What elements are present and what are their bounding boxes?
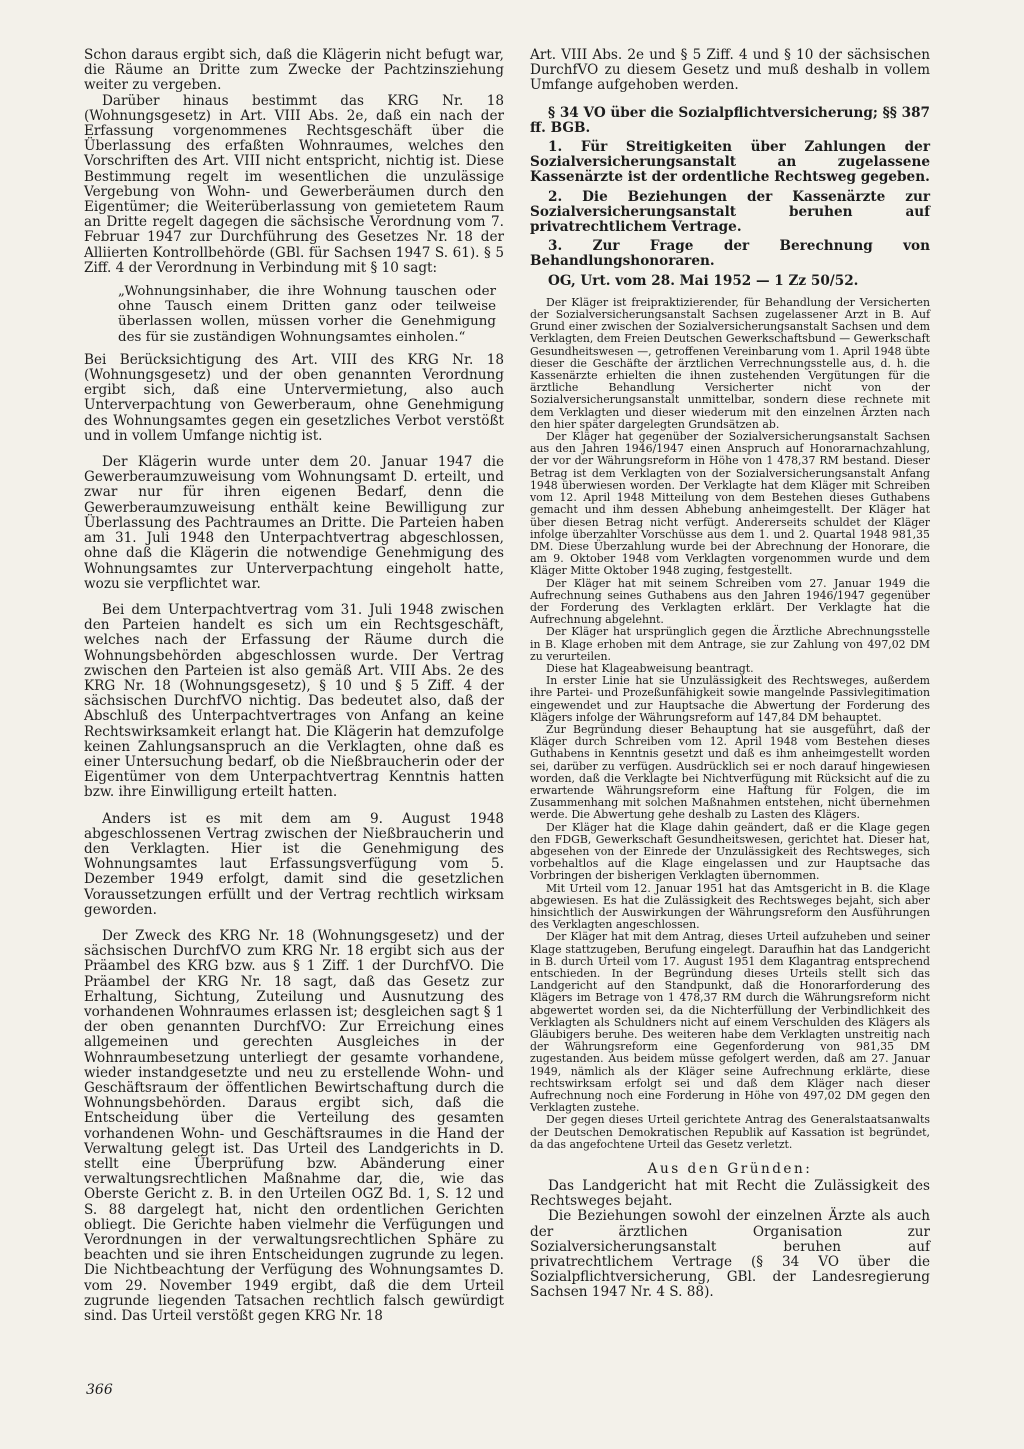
left-paragraph-6: Anders ist es mit dem am 9. August 1948 abgeschlossenen Vertrag zwischen der Nießbraucherin und den Verklagten. Hier ist die Genehmigung des Wohnungsamtes laut Erfassungsverfügung vom 5. Dezember 1949 erfolgt, damit sind die gesetzlichen Voraussetzungen erfüllt und der Vertrag rechtlich wirksam geworden. (84, 810, 504, 918)
left-paragraph-4: Der Klägerin wurde unter dem 20. Januar 1947 die Gewerberaumzuweisung vom Wohnungsamt D. erteilt, und zwar nur für ihren eigenen Bedarf, denn die Gewerberaumzuweisung enthält keine Bewilligung zur Überlassung des Pachtraumes an Dritte. Die Parteien haben am 31. Juli 1948 den Unterpachtvertrag abgeschlossen, ohne daß die Klägerin die notwendige Genehmigung des Wohnungsamtes zur Unterverpachtung eingeholt hatte, wozu sie verpflichtet war. (84, 454, 504, 592)
facts-paragraph-6: In erster Linie hat sie Unzulässigkeit des Rechtsweges, außerdem ihre Partei- und Prozeßunfähigkeit sowie mangelnde Passivlegitimation eingewendet und zur Hauptsache die Abwertung der Forderung des Klägers infolge der Währungsreform auf 147,84 DM behauptet. (530, 674, 930, 724)
facts-paragraph-7: Zur Begründung dieser Behauptung hat sie ausgeführt, daß der Kläger durch Schreiben vom 12. April 1948 vom Bestehen dieses Guthabens in Kenntnis gesetzt und daß es ihm anheimgestellt worden sei, darüber zu verfügen. Ausdrücklich sei er noch darauf hingewiesen worden, daß die Verklagte bei Nichtverfügung mit Rücksicht auf die zu erwartende Währungsreform eine Haftung für Folgen, die im Zusammenhang mit solchen Maßnahmen entstehen, nicht übernehmen werde. Die Abwertung gehe deshalb zu Lasten des Klägers. (530, 722, 930, 822)
headnote-point-3: 3. Zur Frage der Berechnung von Behandlungshonoraren. (530, 238, 930, 270)
headnote-statute: § 34 VO über die Sozialpflichtversicherung; §§ 387 ff. BGB. (530, 104, 930, 136)
page-number: 366 (86, 1382, 113, 1398)
case-headnote (530, 106, 930, 289)
case-facts (530, 297, 930, 1151)
facts-paragraph-2: Der Kläger hat gegenüber der Sozialversicherungsanstalt Sachsen aus den Jahren 1946/1947 einen Anspruch auf Honorarnachzahlung, der vor der Währungsreform in Höhe von 1 478,37 RM bestand. Dieser Betrag ist dem Verklagten von der Sozialversicherungsanstalt Anfang 1948 überwiesen worden. Der Verklagte hat dem Kläger mit Schreiben vom 12. April 1948 Mitteilung von dem Bestehen dieses Guthabens gemacht und ihm dessen Abhebung anheimgestellt. Der Kläger hat über diesen Betrag nicht verfügt. Andererseits schuldet der Kläger infolge überzahlter Vorschüsse aus dem 1. und 2. Quartal 1948 981,35 DM. Diese Überzahlung wurde bei der Abrechnung der Honorare, die am 9. Oktober 1948 vom Verklagten vorgenommen wurde und dem Kläger Mitte Oktober 1948 zuging, festgestellt. (530, 430, 930, 578)
reasons-paragraph-2: Die Beziehungen sowohl der einzelnen Ärzte als auch der ärztlichen Organisation zur Sozialversicherungsanstalt beruhen auf privatrechtlichem Vertrage (§ 34 VO über die Sozialpflichtversicherung, GBl. der Landesregierung Sachsen 1947 Nr. 4 S. 88). (530, 1208, 930, 1301)
left-paragraph-7: Der Zweck des KRG Nr. 18 (Wohnungsgesetz) und der sächsischen DurchfVO zum KRG Nr. 18 ergibt sich aus der Präambel des KRG bzw. aus § 1 Ziff. 1 der DurchfVO. Die Präambel der KRG Nr. 18 sagt, daß das Gesetz zur Erhaltung, Sichtung, Zuteilung und Ausnutzung des vorhandenen Wohnraumes erlassen ist; desgleichen sagt § 1 der oben genannten DurchfVO: Zur Erreichung eines allgemeinen und gerechten Ausgleiches in der Wohnraumbesetzung unterliegt der gesamte vorhandene, wieder instandgesetzte und neu zu erstellende Wohn- und Geschäftsraum der öffentlichen Bewirtschaftung durch die Wohnungsbehörden. Daraus ergibt sich, daß die Entscheidung über die Verteilung des gesamten vorhandenen Wohn- und Geschäftsraumes in die Hand der Verwaltung gelegt ist. Das Urteil des Landgerichts in D. stellt eine Überprüfung bzw. Abänderung einer verwaltungsrechtlichen Maßnahme dar, die, wie das Oberste Gericht z. B. in den Urteilen OGZ Bd. 1, S. 12 und S. 88 dargelegt hat, nicht den ordentlichen Gerichten obliegt. Die Gerichte haben vielmehr die Verfügungen und Verordnungen in der verwaltungsrechtlichen Sphäre zu beachten und sie ihren Entscheidungen zugrunde zu legen. Die Nichtbeachtung der Verfügung des Wohnungsamtes D. vom 29. November 1949 ergibt, daß die dem Urteil zugrunde liegenden Tatsachen rechtlich falsch gewürdigt sind. Das Urteil verstößt gegen KRG Nr. 18 (84, 927, 504, 1325)
facts-paragraph-9: Mit Urteil vom 12. Januar 1951 hat das Amtsgericht in B. die Klage abgewiesen. Es hat die Zulässigkeit des Rechtsweges bejaht, sich aber hinsichtlich der Auswirkungen der Währungsreform den Ausführungen des Verklagten angeschlossen. (530, 881, 930, 932)
headnote-point-1: 1. Für Streitigkeiten über Zahlungen der Sozialversicherungsanstalt an zugelassene Kassenärzte ist der ordentliche Rechtsweg gegeben. (530, 139, 930, 186)
headnote-citation: OG, Urt. vom 28. Mai 1952 — 1 Zz 50/52. (548, 272, 859, 289)
right-paragraph-1: Art. VIII Abs. 2e und § 5 Ziff. 4 und § 10 der sächsischen DurchfVO zu diesem Gesetz und muß deshalb in vollem Umfange aufgehoben werden. (530, 47, 930, 94)
facts-paragraph-8: Der Kläger hat die Klage dahin geändert, daß er die Klage gegen den FDGB, Gewerkschaft Gesundheitswesen, gerichtet hat. Dieser hat, abgesehen von der Einrede der Unzulässigkeit des Rechtsweges, sich vorbehaltlos auf die Klage eingelassen und zur Hauptsache das Vorbringen der bisherigen Verklagten übernommen. (530, 820, 930, 883)
left-paragraph-5: Bei dem Unterpachtvertrag vom 31. Juli 1948 zwischen den Parteien handelt es sich um ein Rechtsgeschäft, welches nach der Erfassung der Räume durch die Wohnungsbehörden abgeschlossen wurde. Der Vertrag zwischen den Parteien ist also gemäß Art. VIII Abs. 2e des KRG Nr. 18 (Wohnungsgesetz), § 10 und § 5 Ziff. 4 der sächsischen DurchfVO nichtig. Das bedeutet also, daß der Abschluß des Unterpachtvertrages von Anfang an keine Rechtswirksamkeit erlangt hat. Die Klägerin hat demzufolge keinen Zahlungsanspruch an die Verklagten, ohne daß es einer Untersuchung bedarf, ob die Nießbraucherin oder der Eigentümer von dem Unterpachtvertrag Kenntnis hatten bzw. ihre Einwilligung erteilt hatten. (84, 601, 504, 801)
headnote-point-2: 2. Die Beziehungen der Kassenärzte zur Sozialversicherungsanstalt beruhen auf privatrechtlichem Vertrage. (530, 188, 930, 236)
facts-paragraph-4: Der Kläger hat ursprünglich gegen die Ärztliche Abrechnungsstelle in B. Klage erhoben mit dem Antrage, sie zur Zahlung von 497,02 DM zu verurteilen. (530, 625, 930, 663)
facts-paragraph-10: Der Kläger hat mit dem Antrag, dieses Urteil aufzuheben und seiner Klage stattzugeben, Berufung eingelegt. Daraufhin hat das Landgericht in B. durch Urteil vom 17. August 1951 dem Klagantrag entsprechend entschieden. In der Begründung dieses Urteils stellt sich das Landgericht auf den Standpunkt, daß die Honorarforderung des Klägers im Betrage von 1 478,37 RM durch die Währungsreform nicht abgewertet worden sei, da die Nichterfüllung der Verbindlichkeit des Verklagten als Schuldners nicht auf einem Verschulden des Klägers als Gläubigers beruhe. Des weiteren habe dem Verklagten unstreitig nach der Währungsreform eine Gegenforderung von 981,35 DM zugestanden. Aus beidem müsse gefolgert werden, daß am 27. Januar 1949, nämlich als der Kläger seine Aufrechnung erklärte, diese rechtswirksam erfolgt sei und daß dem Kläger nach dieser Aufrechnung noch eine Forderung in Höhe von 497,02 DM gegen den Verklagten zustehe. (530, 930, 930, 1115)
right-column (530, 48, 930, 1301)
reasons (530, 1179, 930, 1301)
left-paragraph-1: Schon daraus ergibt sich, daß die Klägerin nicht befugt war, die Räume an Dritte zum Zwecke der Pachtzinsziehung weiter zu vergeben. (84, 47, 504, 94)
facts-paragraph-3: Der Kläger hat mit seinem Schreiben vom 27. Januar 1949 die Aufrechnung seines Guthabens aus den Jahren 1946/1947 gegenüber der Forderung des Verklagten erklärt. Der Verklagte hat die Aufrechnung abgelehnt. (530, 576, 930, 627)
section-title: Aus den Gründen: (647, 1161, 813, 1178)
left-paragraph-2: Darüber hinaus bestimmt das KRG Nr. 18 (Wohnungsgesetz) in Art. VIII Abs. 2e, daß ein nach der Erfassung vorgenommenes Rechtsgeschäft über die Überlassung des erfaßten Wohnraumes, welches den Vorschriften des Art. VIII nicht entspricht, nichtig ist. Diese Bestimmung regelt im wesentlichen die unzulässige Vergebung von Wohn- und Gewerberäumen durch den Eigentümer; die Weiterüberlassung von gemietetem Raum an Dritte regelt dagegen die sächsische Verordnung vom 7. Februar 1947 zur Durchführung des Gesetzes Nr. 18 der Alliierten Kontrollbehörde (GBl. für Sachsen 1947 S. 61). § 5 Ziff. 4 der Verordnung in Verbindung mit § 10 sagt: (84, 92, 504, 276)
facts-paragraph-11: Der gegen dieses Urteil gerichtete Antrag des Generalstaatsanwalts der Deutschen Demokratischen Republik auf Kassation ist begründet, da das angefochtene Urteil das Gesetz verletzt. (530, 1113, 930, 1151)
reasons-paragraph-1: Das Landgericht hat mit Recht die Zulässigkeit des Rechtsweges bejaht. (530, 1178, 930, 1210)
left-column (84, 48, 504, 1324)
facts-paragraph-1: Der Kläger ist freipraktizierender, für Behandlung der Versicherten der Sozialversicherungsanstalt Sachsen zugelassener Arzt in B. Auf Grund einer zwischen der Sozialversicherungsanstalt Sachsen und dem Verklagten, dem Freien Deutschen Gewerkschaftsbund — Gewerkschaft Gesundheitswesen —, getroffenen Vereinbarung vom 1. April 1948 übte dieser die Geschäfte der ärztlichen Verrechnungsstelle aus, d. h. die Kassenärzte erhielten die ihnen zustehenden Vergütungen für die ärztliche Behandlung Versicherter nicht von der Sozialversicherungsanstalt unmittelbar, sondern diese rechnete mit dem Verklagten und dieser wiederum mit den einzelnen Ärzten nach den hier später dargelegten Grundsätzen ab. (530, 295, 930, 431)
left-paragraph-3: Bei Berücksichtigung des Art. VIII des KRG Nr. 18 (Wohnungsgesetz) und der oben genannten Verordnung ergibt sich, daß eine Untervermietung, also auch Unterverpachtung von Gewerberaum, ohne Genehmigung des Wohnungsamtes gegen ein gesetzliches Verbot verstößt und in vollem Umfange nichtig ist. (84, 351, 504, 444)
statute-quote: „Wohnungsinhaber, die ihre Wohnung tauschen oder ohne Tausch einem Dritten ganz oder teilweise überlassen wollen, müssen vorher die Genehmigung des für sie zuständigen Wohnungsamtes einholen.“ (118, 284, 496, 345)
facts-paragraph-5: Diese hat Klageabweisung beantragt. (546, 661, 754, 675)
